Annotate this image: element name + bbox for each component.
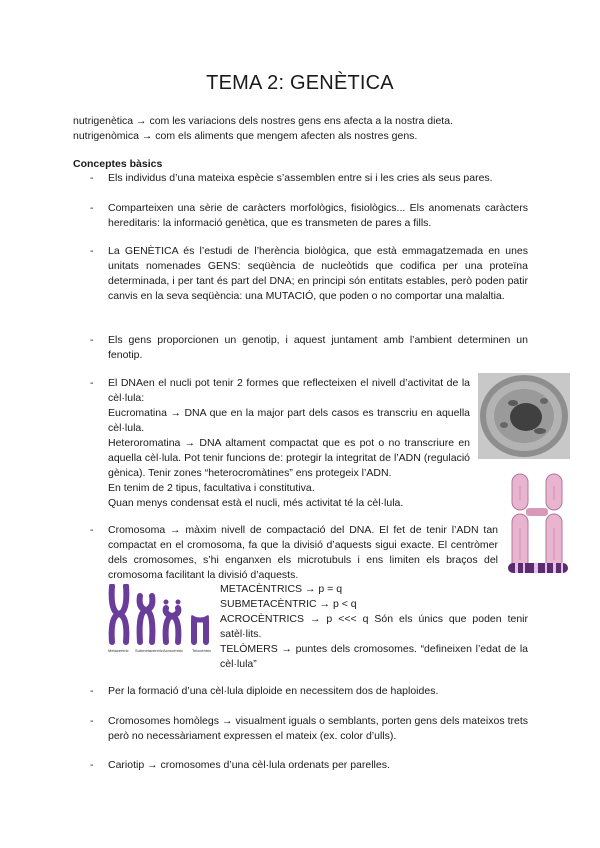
acrocentric-def: ACROCÈNTRICS → p <<< q Són els únics que poden tenir satèl·lits. xyxy=(220,613,528,640)
bullet-2-text: Comparteixen una sèrie de caràcters morfològics, fisiològics... Els anomenats caràcters hereditaris: la informació genètica, que es transmeten de pares a fills. xyxy=(108,202,528,229)
bullet-7-text: Per la formació d’una cèl·lula diploide en necessitem dos de haploides. xyxy=(108,685,439,697)
bullet-9-text: Cariotip → cromosomes d’una cèl·lula ordenats per parelles. xyxy=(108,759,390,771)
section-heading: Conceptes bàsics xyxy=(73,158,163,170)
intro-line-2: nutrigenòmica → com els aliments que mengem afecten als nostres gens. xyxy=(73,130,418,142)
nucleus-micrograph xyxy=(478,373,570,459)
caption-submetacentric: Submetacèntric xyxy=(135,648,163,653)
bullet-marker: - xyxy=(90,715,94,727)
metacentric-def: METACÈNTRICS → p = q xyxy=(220,583,343,595)
bullet-4-text: Els gens proporcionen un genotip, i aquest juntament amb l’ambient determinen un fenotip. xyxy=(108,334,528,361)
bullet-6-text: Cromosoma → màxim nivell de compactació del DNA. El fet de tenir l’ADN tan compactat en el cromosoma, fa que la divisió d’aquests sigui exacte. El centròmer dels cromosomes, s’hi enganxen els microtubuls i ens limiten els braços del cromosoma facilitant la divisió d’aquests. xyxy=(108,524,498,581)
telomeres-def: TELÒMERS → puntes dels cromosomes. “defineixen l’edat de la cèl·lula” xyxy=(220,643,528,670)
chromosome-types-list xyxy=(220,582,528,672)
heterochromatin-types: En tenim de 2 tipus, facultativa i constitutiva. xyxy=(108,482,315,494)
caption-telocentric: Telocèntric xyxy=(192,648,212,653)
dna-forms-intro: El DNAen el nucli pot tenir 2 formes que reflecteixen el nivell d’activitat de la cèl·lula: xyxy=(108,377,470,404)
euchromatin-text: Eucromatina → DNA que en la major part dels casos es transcriu en aquella cèl·lula. xyxy=(108,407,470,434)
caption-acrocentric: Acrocèntric xyxy=(163,648,184,653)
bullet-8-text: Cromosomes homòlegs → visualment iguals o semblants, porten gens dels mateixos trets però no necessàriament expressen el mateix (ex. color d’ulls). xyxy=(108,715,528,742)
banded-chromosome-icon xyxy=(507,560,569,576)
caption-metacentric: Metacèntric xyxy=(108,648,129,653)
bullet-marker: - xyxy=(90,245,94,257)
intro-line-1: nutrigenètica → com les variacions dels nostres gens ens afecta a la nostra dieta. xyxy=(73,115,453,127)
heterochromatin-text: Heteroromatina → DNA altament compactat que es pot o no transcriure en aquella cèl·lula. Pot tenir funcions de: protegir la integritat de l’ADN (regulació gènica). Tenir zones “heterocromàtines” ens protegeix l’ADN. xyxy=(108,437,470,479)
bullet-3-text: La GENÈTICA és l’estudi de l’herència biològica, que està emmagatzemada en unes unitats nomenades GENS: seqüència de nucleòtids que codifica per una proteïna determinada, i per tant és part del DNA; en principi són entitats estables, però poden patir canvis en la seva seqüència: una MUTACIÓ, que poden o no comportar una malaltia. xyxy=(108,245,528,302)
bullet-marker: - xyxy=(90,334,94,346)
bullet-marker: - xyxy=(90,172,94,184)
bullet-marker: - xyxy=(90,685,94,697)
bullet-1-text: Els individus d’una mateixa espècie s’assemblen entre si i les cries als seus pares. xyxy=(108,172,493,184)
bullet-5-text xyxy=(108,376,470,511)
page-title: TEMA 2: GENÈTICA xyxy=(206,72,394,94)
bullet-marker: - xyxy=(90,377,94,389)
chromosome-types-figure xyxy=(106,584,218,654)
bullet-marker: - xyxy=(90,202,94,214)
bullet-marker: - xyxy=(90,759,94,771)
submetacentric-def: SUBMETACÈNTRIC → p < q xyxy=(220,598,357,610)
bullet-marker: - xyxy=(90,524,94,536)
nucleus-activity-text: Quan menys condensat està el nucli, més activitat té la cèl·lula. xyxy=(108,497,404,509)
